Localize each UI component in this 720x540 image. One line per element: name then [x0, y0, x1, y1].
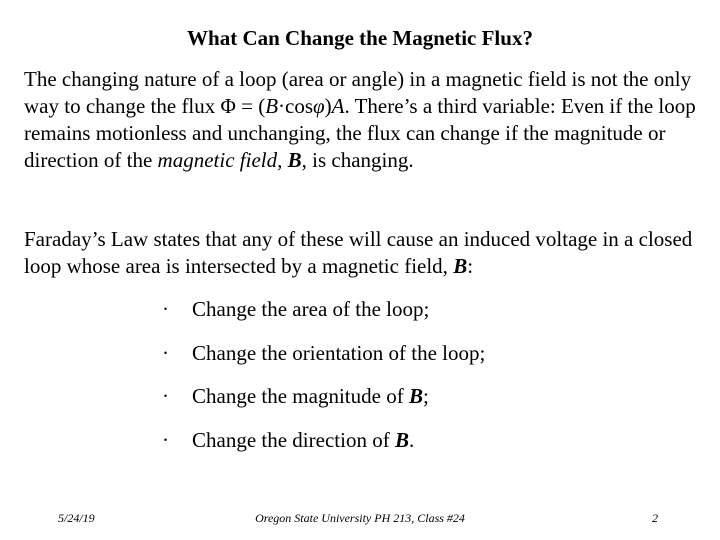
text-segment: :: [467, 254, 474, 278]
bullet-punctuation: .: [408, 427, 415, 452]
symbol-b: B: [265, 94, 279, 118]
list-item: [162, 340, 485, 384]
list-item: [162, 296, 485, 340]
text-segment: Faraday’s Law states that any of these will cause an induced voltage in a closed loop whose area is intersected by a magnetic field,: [24, 227, 693, 278]
symbol-b-bold: B: [394, 427, 409, 452]
bullet-punctuation: ;: [422, 384, 429, 408]
list-item: [162, 427, 485, 471]
text-segment: , is changing.: [301, 148, 414, 172]
bullet-text: Change the direction of: [192, 427, 395, 452]
paragraph-flux-intro: [24, 66, 704, 174]
symbol-b-bold: B: [287, 148, 302, 172]
bullet-list: [162, 296, 485, 470]
text-segment: . There’s a third variable: Even if the loop remains motionless and unchanging, the flux can change if the magnitude or direction of the: [24, 94, 696, 172]
footer-date: 5/24/19: [58, 511, 95, 525]
symbol-b-bold: B: [408, 384, 423, 408]
bullet-text: Change the orientation of the loop;: [192, 340, 486, 365]
bullet-marker: ·: [162, 384, 169, 408]
symbol-b-bold: B: [453, 254, 468, 278]
bullet-marker: ·: [162, 427, 169, 452]
list-item: [162, 383, 485, 427]
bullet-marker: ·: [162, 340, 169, 365]
bullet-text: Change the magnitude of: [192, 384, 409, 408]
slide-title: What Can Change the Magnetic Flux?: [187, 26, 533, 50]
paragraph-faraday-law: [24, 226, 704, 280]
bullet-text: Change the area of the loop;: [192, 297, 430, 321]
symbol-phi: φ: [313, 94, 325, 118]
text-segment: ): [324, 94, 332, 118]
footer-course: Oregon State University PH 213, Class #24: [255, 511, 465, 525]
emphasis-magnetic-field: magnetic field,: [157, 148, 288, 172]
symbol-a: A: [331, 94, 345, 118]
text-segment: The changing nature of a loop (area or angle) in a magnetic field is not the only way to change the flux Φ = (: [24, 67, 692, 118]
text-segment: ·cos: [278, 94, 314, 118]
bullet-marker: ·: [162, 297, 169, 321]
footer-page-number: 2: [652, 511, 658, 525]
